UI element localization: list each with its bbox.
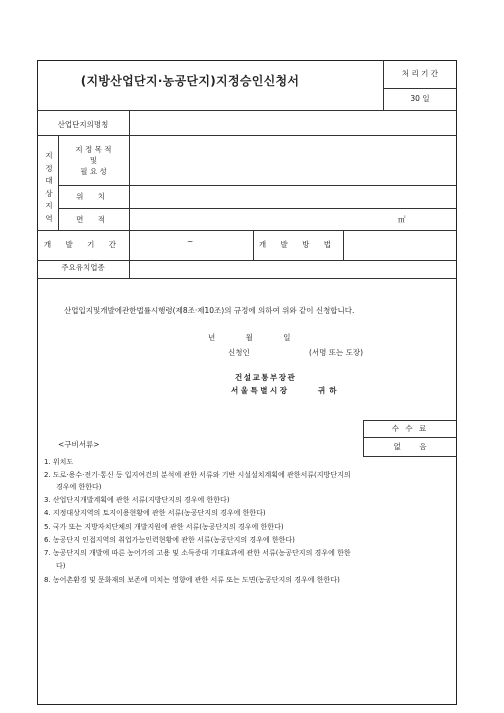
document-item: 2. 도로·용수·전기·통신 등 입지여건의 분석에 관한 서류와 기반 시설설치계획에 관한서류(지방단지의 <box>44 471 351 479</box>
document-item: 3. 산업단지개발계획에 관한 서류(지방단지의 경우에 한한다) <box>44 496 230 504</box>
fee-value: 없 음 <box>393 442 427 451</box>
processing-period-value: 30 일 <box>410 94 430 103</box>
document-item: 6. 농공단지 인접지역의 취업가능인력현황에 관한 서류(농공단지의 경우에 한한다) <box>44 536 295 544</box>
area-field[interactable] <box>130 209 456 230</box>
main-industry-field[interactable] <box>130 261 456 277</box>
document-item: 5. 국가 또는 지방자치단체의 개발지원에 관한 서류(농공단지의 경우에 한한다) <box>44 523 284 531</box>
dev-method-field[interactable] <box>344 231 456 259</box>
recipient-line-2: 서울특별시장 <box>231 386 290 395</box>
divider <box>37 278 457 279</box>
document-item: 4. 지정대상지역의 토지이용현황에 관한 서류(농공단지의 경우에 한한다) <box>44 509 266 517</box>
divider <box>363 456 457 457</box>
documents-heading: <구비서류> <box>58 440 100 449</box>
purpose-label-line1: 지 정 목 적 <box>75 145 112 154</box>
document-item: 다) <box>56 562 66 570</box>
divider <box>383 88 457 89</box>
document-item: 경우에 한한다) <box>56 483 102 491</box>
complex-name-field[interactable] <box>130 111 456 135</box>
purpose-field[interactable] <box>130 136 456 184</box>
recipient-suffix: 귀하 <box>318 386 341 395</box>
main-industry-label: 주요유치업종 <box>61 263 105 272</box>
recipient-line-1: 건설교통부장관 <box>235 373 297 382</box>
purpose-label-line3: 필 요 성 <box>80 167 107 176</box>
divider <box>363 420 457 421</box>
form-title: (지방산업단지·농공단지)지정승인신청서 <box>80 74 300 88</box>
document-item: 8. 농어촌환경 및 문화재의 보존에 미치는 영향에 관한 서류 또는 도면(농공단지의 경우에 한한다) <box>44 576 340 584</box>
area-unit: ㎡ <box>398 215 406 224</box>
location-field[interactable] <box>130 186 456 208</box>
processing-period-label: 처 리 기 간 <box>401 69 439 78</box>
applicant-signature: (서명 또는 도장) <box>309 348 364 357</box>
designated-area-label: 지정대상지역 <box>45 151 53 223</box>
document-item: 7. 농공단지의 개발에 따른 농어가의 고용 및 소득증대 기대효과에 관한 서류(농공단지의 경우에 한한 <box>44 549 351 557</box>
dev-period-separator: ~ <box>187 237 194 246</box>
divider <box>383 60 384 110</box>
divider <box>363 437 457 438</box>
dev-period-label: 개 발 기 간 <box>43 240 123 249</box>
dev-method-label: 개 발 방 법 <box>258 240 338 249</box>
purpose-label-line2: 및 <box>89 156 98 165</box>
complex-name-label: 산업단지의명칭 <box>57 120 109 129</box>
area-label: 면 적 <box>76 215 111 224</box>
declaration-statement: 산업입지및개발에관한법률시행령(제8조·제10조)의 규정에 의하여 위와 같이 신청합니다. <box>64 306 355 315</box>
fee-label: 수 수 료 <box>391 424 429 433</box>
applicant-label: 신청인 <box>228 348 250 357</box>
document-item: 1. 위치도 <box>44 458 74 466</box>
date-line: 년 월 일 <box>208 333 291 342</box>
location-label: 위 치 <box>76 192 111 201</box>
